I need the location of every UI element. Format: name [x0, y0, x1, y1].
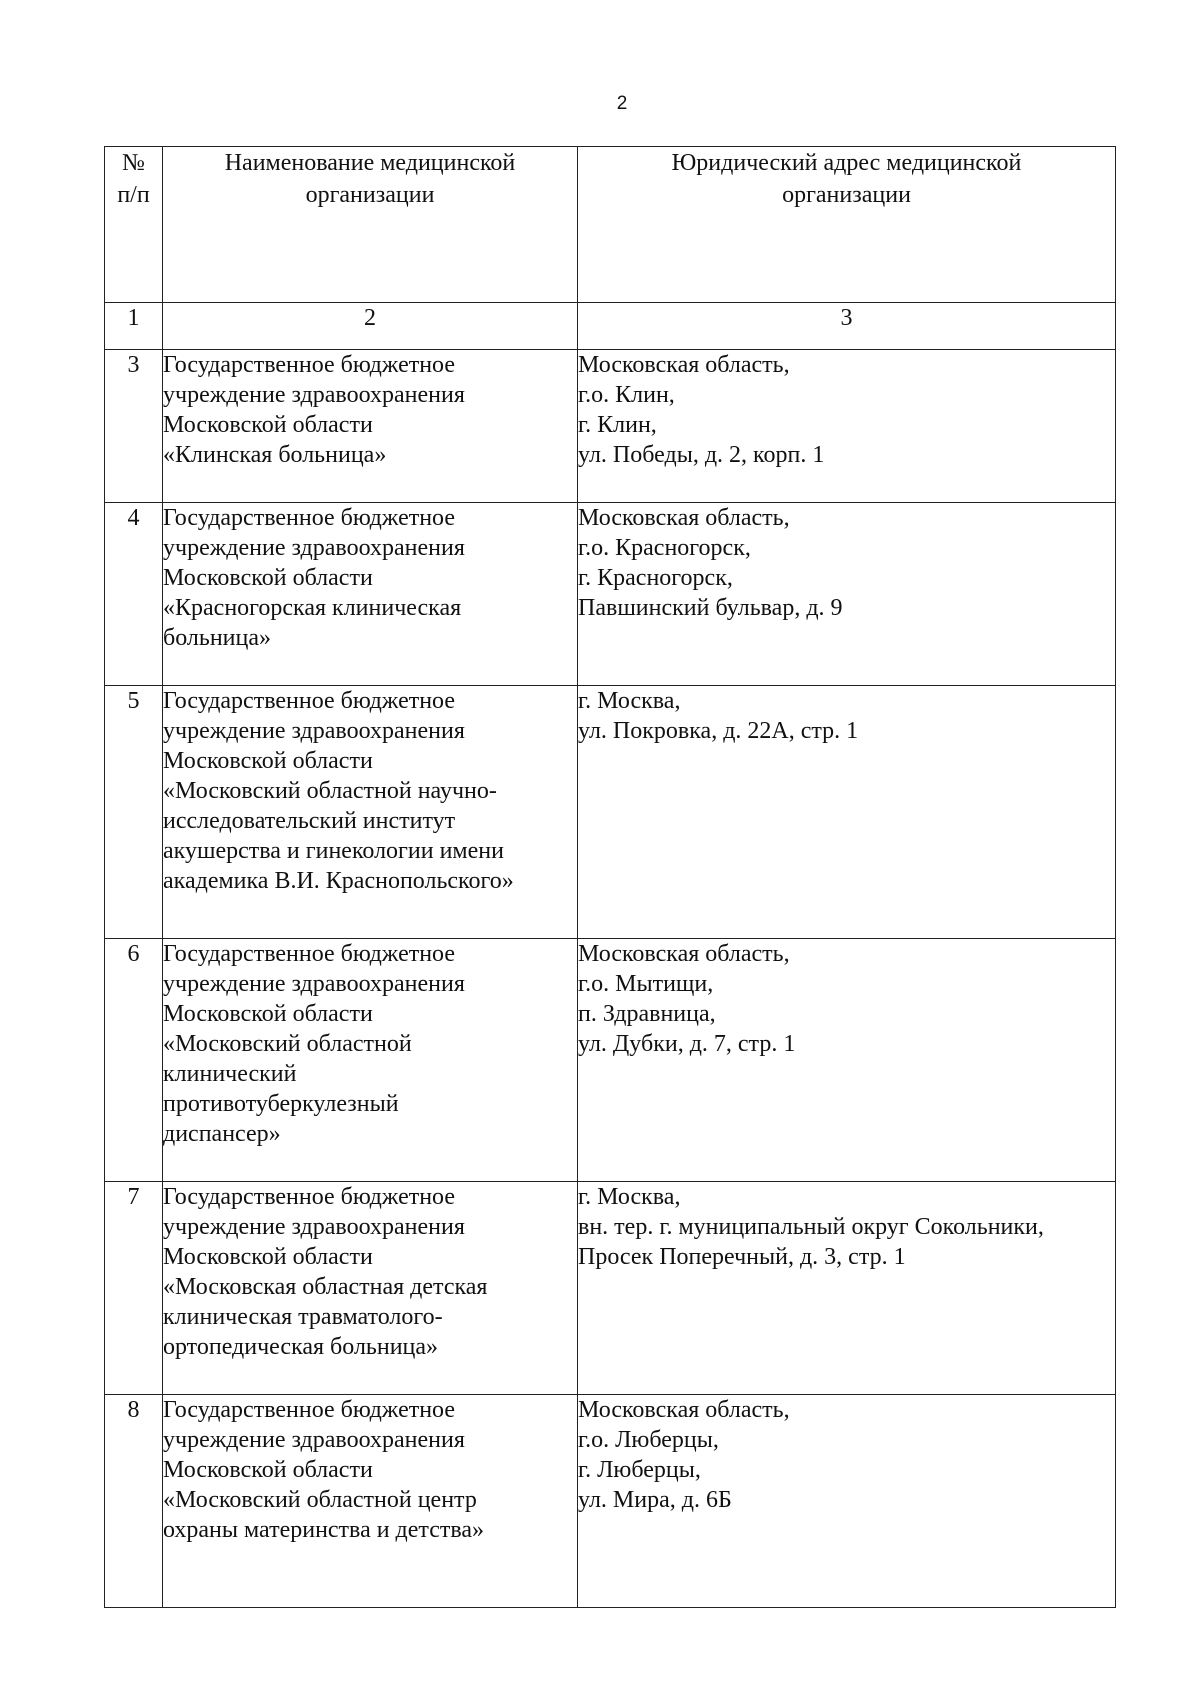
- name-line: охраны материнства и детства»: [163, 1517, 485, 1543]
- header-name: [163, 147, 578, 303]
- address-line: г. Москва,: [578, 1184, 681, 1210]
- address-line: г.о. Красногорск,: [578, 535, 751, 561]
- header-address: [578, 147, 1116, 303]
- name-line: Московской области: [163, 565, 373, 591]
- name-line: Московской области: [163, 1244, 373, 1270]
- name-line: учреждение здравоохранения: [163, 1427, 465, 1453]
- address-line: г. Клин,: [578, 412, 657, 438]
- row-number: 7: [105, 1182, 163, 1395]
- address-line: г. Красногорск,: [578, 565, 733, 591]
- column-index: 3: [578, 303, 1116, 350]
- name-line: исследовательский институт: [163, 808, 456, 834]
- organization-name: [163, 1395, 578, 1608]
- address-line: Московская область,: [578, 505, 790, 531]
- address-line: ул. Мира, д. 6Б: [578, 1487, 732, 1513]
- name-line: Московской области: [163, 1457, 373, 1483]
- name-line: Государственное бюджетное: [163, 688, 455, 714]
- organization-address: [578, 503, 1116, 686]
- name-line: больница»: [163, 625, 271, 651]
- name-line: клинический: [163, 1061, 297, 1087]
- header-num-line: п/п: [117, 182, 150, 208]
- header-num: [105, 147, 163, 303]
- address-line: вн. тер. г. муниципальный округ Сокольники,: [578, 1214, 1044, 1240]
- address-line: п. Здравница,: [578, 1001, 716, 1027]
- organization-name: [163, 939, 578, 1182]
- organization-name: [163, 503, 578, 686]
- name-line: Московской области: [163, 1001, 373, 1027]
- name-line: «Московская областная детская: [163, 1274, 488, 1300]
- name-line: учреждение здравоохранения: [163, 535, 465, 561]
- name-line: Московской области: [163, 748, 373, 774]
- name-line: акушерства и гинекологии имени: [163, 838, 504, 864]
- row-number: 6: [105, 939, 163, 1182]
- column-index: 2: [163, 303, 578, 350]
- organization-address: [578, 686, 1116, 939]
- table-row: [105, 350, 1116, 503]
- name-line: Государственное бюджетное: [163, 352, 455, 378]
- name-line: клиническая травматолого-: [163, 1304, 443, 1330]
- name-line: учреждение здравоохранения: [163, 971, 465, 997]
- organization-name: [163, 1182, 578, 1395]
- address-line: ул. Покровка, д. 22А, стр. 1: [578, 718, 859, 744]
- header-num-line: №: [122, 150, 145, 176]
- page-number: 2: [616, 93, 628, 114]
- table-row: [105, 686, 1116, 939]
- row-number: 5: [105, 686, 163, 939]
- address-line: Московская область,: [578, 352, 790, 378]
- header-address-line: организации: [782, 182, 911, 208]
- address-line: г.о. Мытищи,: [578, 971, 714, 997]
- organization-address: [578, 939, 1116, 1182]
- name-line: «Московский областной научно-: [163, 778, 497, 804]
- organization-address: [578, 1182, 1116, 1395]
- name-line: диспансер»: [163, 1121, 281, 1147]
- name-line: ортопедическая больница»: [163, 1334, 439, 1360]
- name-line: Государственное бюджетное: [163, 1397, 455, 1423]
- row-number: 8: [105, 1395, 163, 1608]
- organization-name: [163, 686, 578, 939]
- name-line: учреждение здравоохранения: [163, 718, 465, 744]
- address-line: Просек Поперечный, д. 3, стр. 1: [578, 1244, 906, 1270]
- organization-address: [578, 350, 1116, 503]
- header-name-line: Наименование медицинской: [224, 150, 516, 176]
- name-line: «Московский областной центр: [163, 1487, 477, 1513]
- table-row: [105, 503, 1116, 686]
- address-line: г. Люберцы,: [578, 1457, 701, 1483]
- row-number: 3: [105, 350, 163, 503]
- address-line: Московская область,: [578, 1397, 790, 1423]
- name-line: «Московский областной: [163, 1031, 412, 1057]
- table-row: [105, 1182, 1116, 1395]
- header-address-line: Юридический адрес медицинской: [671, 150, 1022, 176]
- medical-organizations-table: [104, 146, 1116, 1608]
- address-line: ул. Победы, д. 2, корп. 1: [578, 442, 825, 468]
- table-row: [105, 1395, 1116, 1608]
- name-line: «Клинская больница»: [163, 442, 387, 468]
- table-header-row: [105, 147, 1116, 303]
- header-name-line: организации: [305, 182, 435, 208]
- address-line: г. Москва,: [578, 688, 681, 714]
- name-line: академика В.И. Краснопольского»: [163, 868, 514, 894]
- column-index-row: [105, 303, 1116, 350]
- column-index: 1: [105, 303, 163, 350]
- name-line: Московской области: [163, 412, 373, 438]
- name-line: противотуберкулезный: [163, 1091, 399, 1117]
- organization-address: [578, 1395, 1116, 1608]
- name-line: «Красногорская клиническая: [163, 595, 462, 621]
- name-line: Государственное бюджетное: [163, 941, 455, 967]
- name-line: Государственное бюджетное: [163, 505, 455, 531]
- table-row: [105, 939, 1116, 1182]
- address-line: г.о. Клин,: [578, 382, 675, 408]
- address-line: г.о. Люберцы,: [578, 1427, 719, 1453]
- name-line: учреждение здравоохранения: [163, 1214, 465, 1240]
- row-number: 4: [105, 503, 163, 686]
- name-line: Государственное бюджетное: [163, 1184, 455, 1210]
- address-line: Павшинский бульвар, д. 9: [578, 595, 843, 621]
- address-line: ул. Дубки, д. 7, стр. 1: [578, 1031, 796, 1057]
- name-line: учреждение здравоохранения: [163, 382, 465, 408]
- address-line: Московская область,: [578, 941, 790, 967]
- organization-name: [163, 350, 578, 503]
